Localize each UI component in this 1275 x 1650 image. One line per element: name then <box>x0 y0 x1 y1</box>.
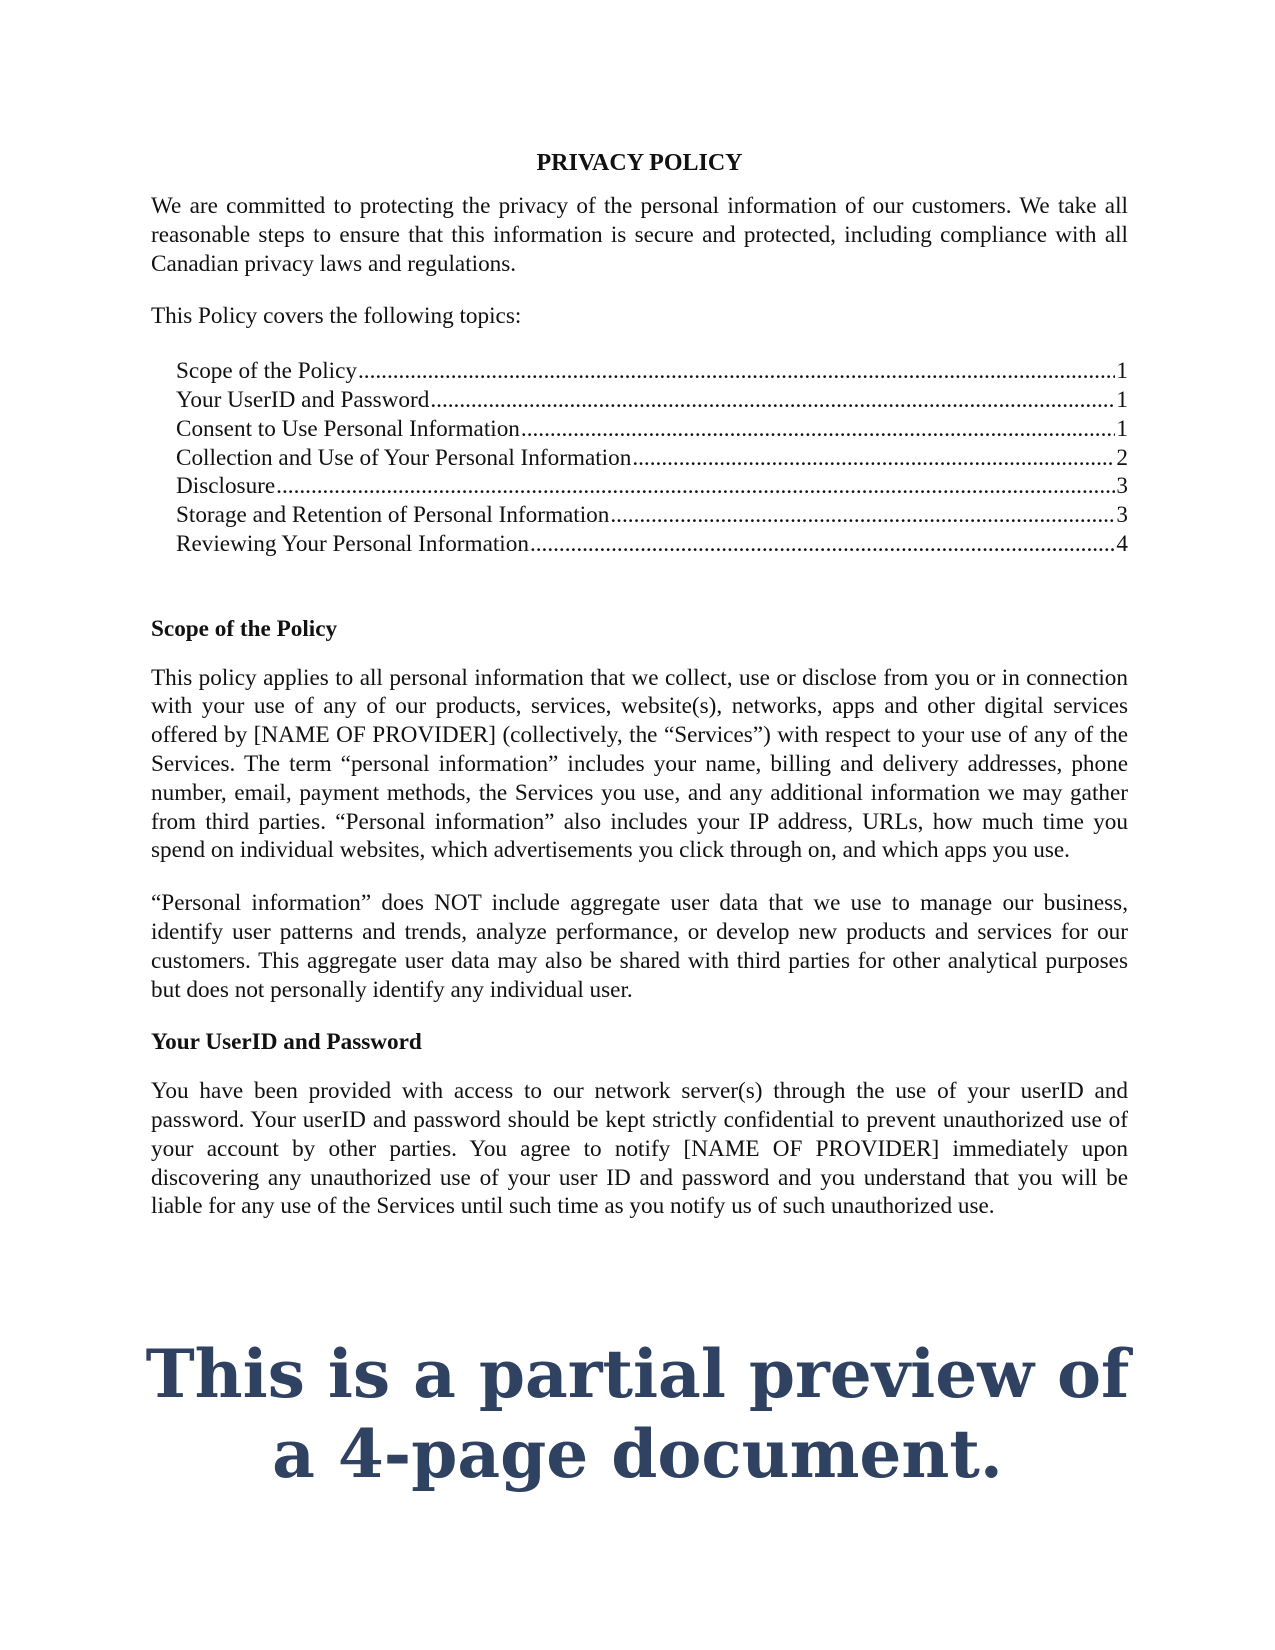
toc-dot-leader <box>358 357 1115 386</box>
scope-paragraph-1: This policy applies to all personal information that we collect, use or disclose from you or in connection with your use of any of our products, services, website(s), networks, apps and other digital services offered by [NAME OF PROVIDER] (collectively, the “Services”) with respect to your use of any of the Services. The term “personal information” includes your name, billing and delivery addresses, phone number, email, payment methods, the Services you use, and any additional information we may gather from third parties. “Personal information” also includes your IP address, URLs, how much time you spend on individual websites, which advertisements you click through on, and which apps you use. <box>151 664 1128 864</box>
toc-item-consent[interactable] <box>176 415 1128 444</box>
toc-item-reviewing[interactable] <box>176 530 1128 559</box>
section-heading-scope: Scope of the Policy <box>151 615 338 642</box>
partial-preview-banner <box>0 1334 1275 1494</box>
toc-dot-leader <box>610 501 1115 530</box>
toc-dot-leader <box>521 415 1116 444</box>
toc-item-page: 1 <box>1116 358 1128 385</box>
section-heading-userid: Your UserID and Password <box>151 1029 422 1056</box>
scope-paragraph-2: “Personal information” does NOT include aggregate user data that we use to manage our business, identify user patterns and trends, analyze performance, or develop new products and services for our customers. This aggregate user data may also be shared with third parties for other analytical purposes but does not personally identify any individual user. <box>151 890 1128 1003</box>
toc-lead-text: This Policy covers the following topics: <box>151 303 522 330</box>
toc-item-storage[interactable] <box>176 501 1128 530</box>
toc-item-label: Disclosure <box>176 473 276 500</box>
toc-item-userid[interactable] <box>176 386 1128 415</box>
toc-item-page: 2 <box>1116 444 1128 471</box>
toc-item-page: 3 <box>1116 473 1128 500</box>
toc-item-page: 1 <box>1116 386 1128 413</box>
document-title: PRIVACY POLICY <box>536 150 743 176</box>
toc-dot-leader <box>276 472 1115 501</box>
toc-item-label: Your UserID and Password <box>176 386 430 413</box>
toc-item-page: 4 <box>1116 530 1128 557</box>
toc-item-page: 1 <box>1116 415 1128 442</box>
userid-paragraph-1: You have been provided with access to our network server(s) through the use of your userID and password. Your userID and password should be kept strictly confidential to prevent unauthorized use of your account by other parties. You agree to notify [NAME OF PROVIDER] immediately upon discovering any unauthorized use of your user ID and password and you understand that you will be liable for any use of the Services until such time as you notify us of such unauthorized use. <box>151 1078 1128 1220</box>
toc-dot-leader <box>530 530 1115 559</box>
document-page <box>151 148 1128 1245</box>
toc-item-label: Reviewing Your Personal Information <box>176 530 529 557</box>
toc-item-label: Collection and Use of Your Personal Information <box>176 444 632 471</box>
toc-item-label: Storage and Retention of Personal Information <box>176 502 610 529</box>
preview-banner-line-2: a 4-page document. <box>272 1415 1003 1493</box>
toc-item-collection[interactable] <box>176 444 1128 473</box>
toc-item-label: Consent to Use Personal Information <box>176 415 520 442</box>
preview-banner-line-1: This is a partial preview of <box>145 1335 1130 1413</box>
toc-item-disclosure[interactable] <box>176 472 1128 501</box>
table-of-contents <box>176 357 1128 559</box>
toc-item-page: 3 <box>1116 502 1128 529</box>
intro-paragraph: We are committed to protecting the privacy of the personal information of our customers. We take all reasonable steps to ensure that this information is secure and protected, including compliance with all Canadian privacy laws and regulations. <box>151 193 1128 277</box>
toc-dot-leader <box>430 386 1115 415</box>
toc-item-label: Scope of the Policy <box>176 358 357 385</box>
toc-item-scope[interactable] <box>176 357 1128 386</box>
toc-dot-leader <box>632 444 1115 473</box>
